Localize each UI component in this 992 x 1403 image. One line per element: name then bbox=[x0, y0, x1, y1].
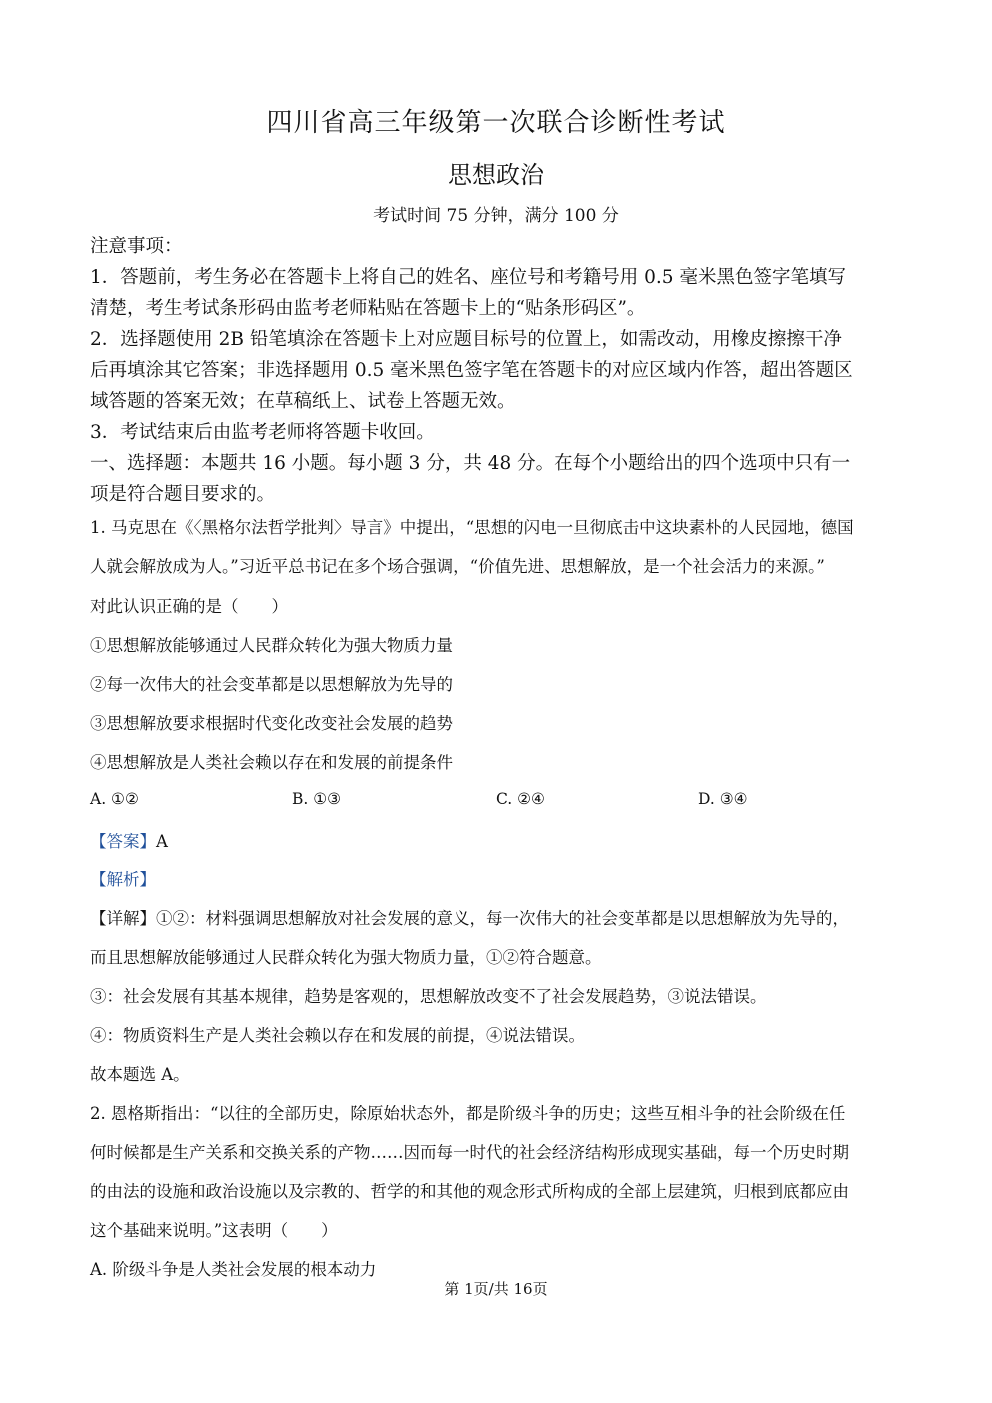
q1-stem-line: 1. 马克思在《〈黑格尔法哲学批判〉导言》中提出，“思想的闪电一旦彻底击中这块素朴的人民园地，德国 bbox=[90, 518, 854, 537]
q1-detail-line: ④：物质资料生产是人类社会赖以存在和发展的前提，④说法错误。 bbox=[90, 1026, 585, 1045]
q1-statement: ②每一次伟大的社会变革都是以思想解放为先导的 bbox=[90, 675, 453, 694]
answer-value: A bbox=[156, 832, 168, 851]
q1-option-d: D. ③④ bbox=[698, 790, 748, 808]
q1-statement: ①思想解放能够通过人民群众转化为强大物质力量 bbox=[90, 636, 453, 655]
q2-stem-line: 的由法的设施和政治设施以及宗教的、哲学的和其他的观念形式所构成的全部上层建筑，归根到底都应由 bbox=[90, 1182, 849, 1201]
q2-option-a: A. 阶级斗争是人类社会发展的根本动力 bbox=[90, 1260, 377, 1279]
q2-stem-line: 2. 恩格斯指出：“以往的全部历史，除原始状态外，都是阶级斗争的历史；这些互相斗争的社会阶级在任 bbox=[90, 1104, 846, 1123]
section-heading-line: 一、选择题：本题共 16 小题。每小题 3 分，共 48 分。在每个小题给出的四个选项中只有一 bbox=[90, 453, 851, 474]
q2-stem-line: 何时候都是生产关系和交换关系的产物……因而每一时代的社会经济结构形成现实基础，每一个历史时期 bbox=[90, 1143, 849, 1162]
q1-detail-line: 而且思想解放能够通过人民群众转化为强大物质力量，①②符合题意。 bbox=[90, 948, 602, 967]
answer-tag: 【答案】 bbox=[90, 832, 156, 851]
section-heading-line: 项是符合题目要求的。 bbox=[90, 484, 276, 505]
exam-info: 考试时间 75 分钟，满分 100 分 bbox=[373, 206, 619, 226]
q1-statement: ③思想解放要求根据时代变化改变社会发展的趋势 bbox=[90, 714, 453, 733]
q1-stem-line: 人就会解放成为人。”习近平总书记在多个场合强调，“价值先进、思想解放，是一个社会活力的来源。” bbox=[90, 557, 825, 576]
analysis-tag: 【解析】 bbox=[90, 870, 156, 889]
notice-heading: 注意事项： bbox=[90, 236, 183, 257]
detail-tag: 【详解】 bbox=[90, 909, 156, 928]
q2-stem-line: 这个基础来说明。”这表明（ ） bbox=[90, 1221, 338, 1240]
q1-detail-line: 故本题选 A。 bbox=[90, 1065, 190, 1084]
notice-line: 1．答题前，考生务必在答题卡上将自己的姓名、座位号和考籍号用 0.5 毫米黑色签字笔填写 bbox=[90, 267, 846, 288]
exam-title: 四川省高三年级第一次联合诊断性考试 bbox=[266, 108, 726, 138]
subject-title: 思想政治 bbox=[448, 161, 544, 189]
detail-text: ①②：材料强调思想解放对社会发展的意义，每一次伟大的社会变革都是以思想解放为先导的， bbox=[156, 909, 849, 928]
notice-line: 清楚，考生考试条形码由监考老师粘贴在答题卡上的“贴条形码区”。 bbox=[90, 298, 646, 319]
notice-line: 域答题的答案无效；在草稿纸上、试卷上答题无效。 bbox=[90, 391, 516, 412]
page-footer: 第 1页/共 16页 bbox=[444, 1280, 548, 1298]
notice-line: 2．选择题使用 2B 铅笔填涂在答题卡上对应题目标号的位置上，如需改动，用橡皮擦擦干净 bbox=[90, 329, 842, 350]
q1-option-a: A. ①② bbox=[90, 790, 139, 808]
q1-answer bbox=[90, 828, 905, 852]
q1-statement: ④思想解放是人类社会赖以存在和发展的前提条件 bbox=[90, 753, 453, 772]
q1-option-b: B. ①③ bbox=[292, 790, 342, 808]
notice-line: 后再填涂其它答案；非选择题用 0.5 毫米黑色签字笔在答题卡的对应区域内作答，超出答题区 bbox=[90, 360, 853, 381]
notice-line: 3．考试结束后由监考老师将答题卡收回。 bbox=[90, 422, 435, 443]
q1-detail-line: ③：社会发展有其基本规律，趋势是客观的，思想解放改变不了社会发展趋势，③说法错误。 bbox=[90, 987, 767, 1006]
q1-option-c: C. ②④ bbox=[496, 790, 545, 808]
q1-stem-line: 对此认识正确的是（ ） bbox=[90, 597, 288, 616]
q1-detail-line bbox=[90, 905, 905, 929]
